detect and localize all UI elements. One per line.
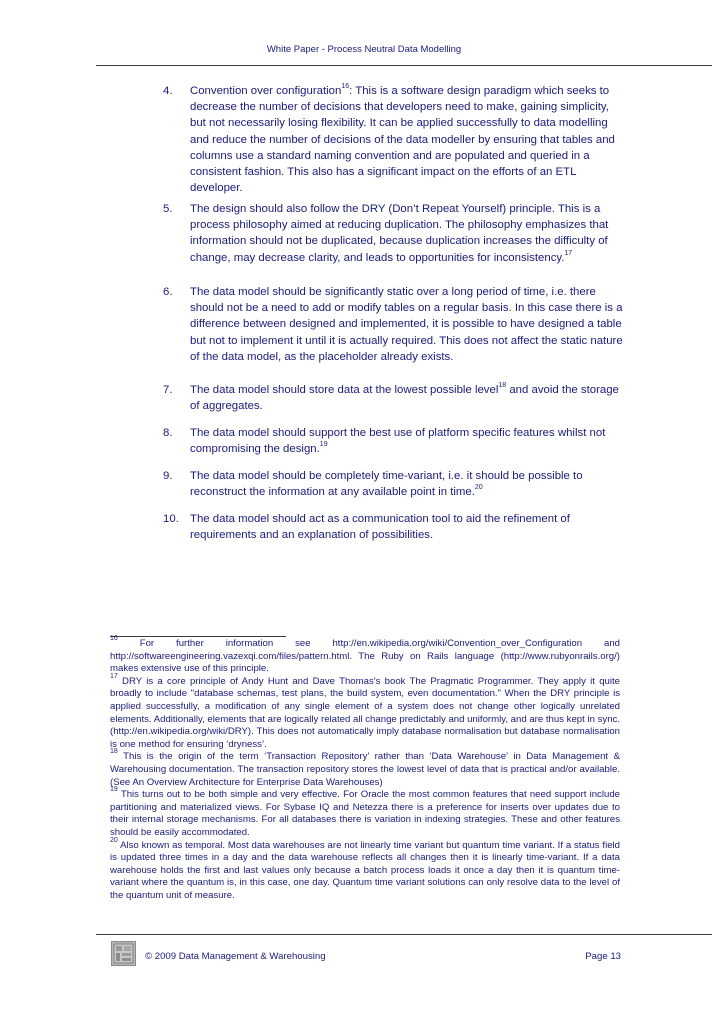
list-item-text [190, 382, 623, 414]
list-number: 9. [163, 470, 173, 482]
footnote-ref: 18 [498, 382, 507, 389]
text-run: Also known as temporal. Most data warehouses are not linearly time variant but quantum time variant. If a status field is updated three times in a day and the data warehouse reflects all changes then it is linearly time-variant. If a data warehouse holds the first and last values only because a batch process loads it once a day then it is quantum time-variant where the quantum is, in this case, one day. Quantum time variant solutions can only resolve data to the level of the quantum unit of measure. [110, 839, 620, 901]
footnote-18 [110, 748, 620, 789]
footnote-divider [110, 636, 286, 637]
list-item-9 [163, 468, 623, 500]
company-logo-icon [111, 941, 136, 966]
header-divider [96, 65, 712, 66]
list-number: 5. [163, 203, 173, 215]
list-item-5 [163, 201, 623, 266]
list-item-4 [163, 83, 623, 196]
footnote-20 [110, 836, 620, 903]
list-number: 10. [163, 513, 179, 525]
footnote-16 [110, 635, 620, 676]
list-number: 7. [163, 384, 173, 396]
list-item-text [190, 201, 623, 266]
footnote-17 [110, 672, 620, 752]
text-run: This is the origin of the term ‘Transaction Repository’ rather than ‘Data Warehouse’ in Data Management & Warehousing documentation. The transaction repository stores the lowest level of data that is practical and/or available. (See An Overview Architecture for Enterprise Data Warehouses) [110, 751, 620, 788]
text-run: This turns out to be both simple and very effective. For Oracle the most common features that need support include partitioning and materialized views. For Sybase IQ and Netezza there is a preference for inserts over updates due to their internal storage mechanisms. For all databases there is variation in indexing strategies. These and other features should be easily accommodated. [110, 789, 620, 838]
list-number: 8. [163, 427, 173, 439]
list-item-6 [163, 284, 623, 365]
text-run: The design should also follow the DRY (Don’t Repeat Yourself) principle. This is a process philosophy aimed at reducing duplication. The philosophy emphasizes that information should not be duplicated, because duplication increases the difficulty of change, may decrease clarity, and leads to opportunities for inconsistency. [190, 203, 609, 264]
company-logo-icon [112, 942, 135, 965]
text-run: The data model should store data at the lowest possible level [190, 384, 499, 396]
footnote-ref: 16 [341, 83, 350, 90]
footnote-19 [110, 786, 620, 839]
footer-copyright: © 2009 Data Management & Warehousing [145, 951, 326, 962]
footnote-ref: 17 [564, 249, 573, 257]
list-item-text [190, 284, 623, 365]
list-item-text [190, 425, 623, 457]
text-run: and avoid the storage of aggregates. [190, 384, 619, 413]
list-number: 4. [163, 85, 173, 97]
footnote-ref: 17 [110, 672, 118, 680]
list-item-10 [163, 511, 623, 543]
footnote-ref: 19 [110, 786, 118, 794]
footnote-ref: 18 [110, 748, 118, 756]
list-item-8 [163, 425, 623, 457]
text-run: For further information see http://en.wikipedia.org/wiki/Convention_over_Configuration and http://softwareengineering.vazexqi.com/files/pattern.html. The Ruby on Rails language (http://www.rubyonrails.org/) makes extensive use of this principle. [110, 638, 620, 675]
list-item-7 [163, 382, 623, 414]
text-run: DRY is a core principle of Andy Hunt and Dave Thomas's book The Pragmatic Programmer. They apply it quite broadly to include "database schemas, test plans, the build system, even documentation." When the DRY principle is applied successfully, a modification of any single element of a system does not change other logically unrelated elements. Additionally, elements that are logically related all change predictably and uniformly, and are thus kept in sync. (http://en.wikipedia.org/wiki/DRY). This does not automatically imply database normalisation but database normalisation is one method for ensuring ‘dryness’. [110, 675, 620, 750]
page-header-title: White Paper - Process Neutral Data Modelling [266, 44, 462, 55]
footnote-ref: 20 [474, 484, 483, 492]
list-item-text [190, 468, 623, 500]
text-run: The data model should be significantly static over a long period of time, i.e. there should not be a need to add or modify tables on a regular basis. In this case there is a difference between designed and implemented, it is possible to have designed a table but not to implement it until it is actually required. This does not affect the static nature of the data model, as the placeholder already exists. [190, 286, 623, 363]
text-run: The data model should support the best use of platform specific features whilst not compromising the design. [190, 427, 606, 456]
footnote-ref: 19 [319, 441, 328, 449]
footer-page-number: Page 13 [585, 951, 621, 962]
text-run: The data model should be completely time-variant, i.e. it should be possible to reconstruct the information at any available point in time. [190, 470, 583, 499]
footer-divider [96, 934, 712, 935]
footnote-ref: 16 [110, 635, 118, 642]
list-number: 6. [163, 286, 173, 298]
list-item-text [190, 511, 623, 543]
text-run: Convention over configuration [190, 85, 342, 97]
list-item-text [190, 83, 623, 196]
text-run: The data model should act as a communication tool to aid the refinement of requirements and an explanation of possibilities. [190, 513, 570, 542]
footnote-ref: 20 [110, 836, 118, 844]
text-run: : This is a software design paradigm which seeks to decrease the number of decisions that developers need to make, gaining simplicity, but not necessarily losing flexibility. It can be applied successfully to data modelling and reduce the number of decisions of the data modeller by ensuring that tables and columns use a standard naming convention and are populated and queried in a consistent fashion. This also has a significant impact on the efforts of an ETL developer. [190, 85, 615, 195]
footnotes [110, 635, 620, 902]
